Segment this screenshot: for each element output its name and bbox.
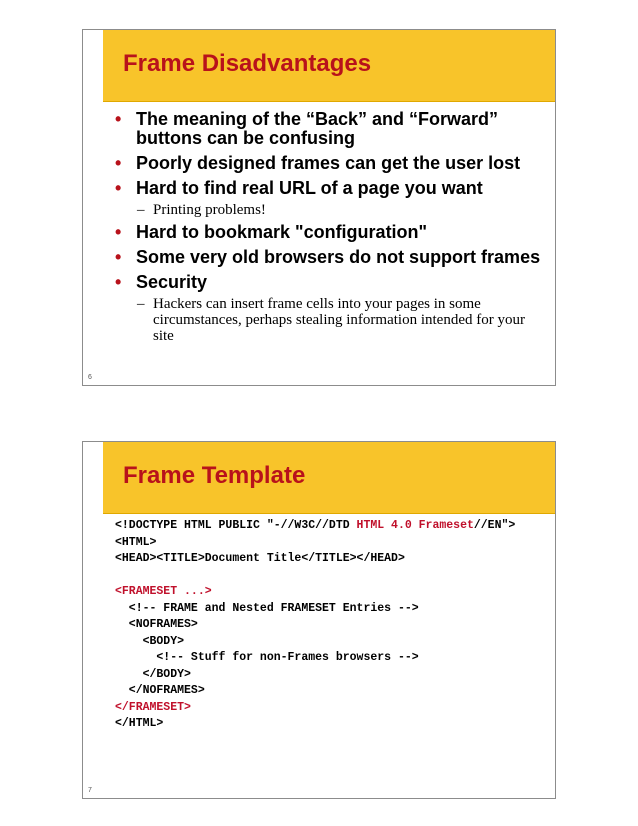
bullet-item: • Hard to find real URL of a page you want [115, 178, 483, 198]
bullet-item: • Hard to bookmark "configuration" [115, 222, 428, 242]
bullet-item: • Some very old browsers do not support frames [115, 247, 541, 267]
code-line: </HTML> [115, 717, 164, 730]
slide-title: Frame Disadvantages [123, 50, 372, 77]
bullet-item: • Security [115, 272, 208, 292]
code-line: <HEAD><TITLE>Document Title</TITLE></HEAD> [115, 552, 405, 565]
sub-bullet-item: – Printing problems! [137, 202, 266, 218]
code-line: <FRAMESET ...> [115, 585, 212, 598]
slide-title: Frame Template [123, 462, 306, 489]
code-blank-line [115, 568, 515, 585]
bullet-item: • Poorly designed frames can get the user lost [115, 153, 521, 173]
code-block [115, 518, 515, 733]
code-line: </NOFRAMES> [115, 684, 205, 697]
code-line: </FRAMESET> [115, 700, 191, 714]
code-line: <NOFRAMES> [115, 618, 198, 631]
code-line: <HTML> [115, 535, 157, 549]
slide-number: 7 [88, 787, 92, 794]
code-line: </BODY> [115, 667, 191, 681]
slide-left-band [83, 30, 105, 385]
code-line: <!-- Stuff for non-Frames browsers --> [115, 651, 419, 664]
slide-number: 6 [88, 374, 92, 381]
bullet-item: • The meaning of the “Back” and “Forward” buttons can be confusing [115, 109, 499, 148]
slide-frame-disadvantages [82, 29, 556, 386]
code-line: <!DOCTYPE HTML PUBLIC "-//W3C//DTD HTML 4.0 Frameset//EN"> [115, 519, 516, 532]
slide-left-band [83, 442, 105, 798]
bullet-list [115, 110, 547, 349]
code-line: <BODY> [115, 634, 185, 648]
sub-bullet-item: – Hackers can insert frame cells into your pages in some circumstances, perhaps stealing information intended for your site [137, 296, 525, 344]
slide-frame-template [82, 441, 556, 799]
code-line: <!-- FRAME and Nested FRAMESET Entries --> [115, 601, 419, 615]
